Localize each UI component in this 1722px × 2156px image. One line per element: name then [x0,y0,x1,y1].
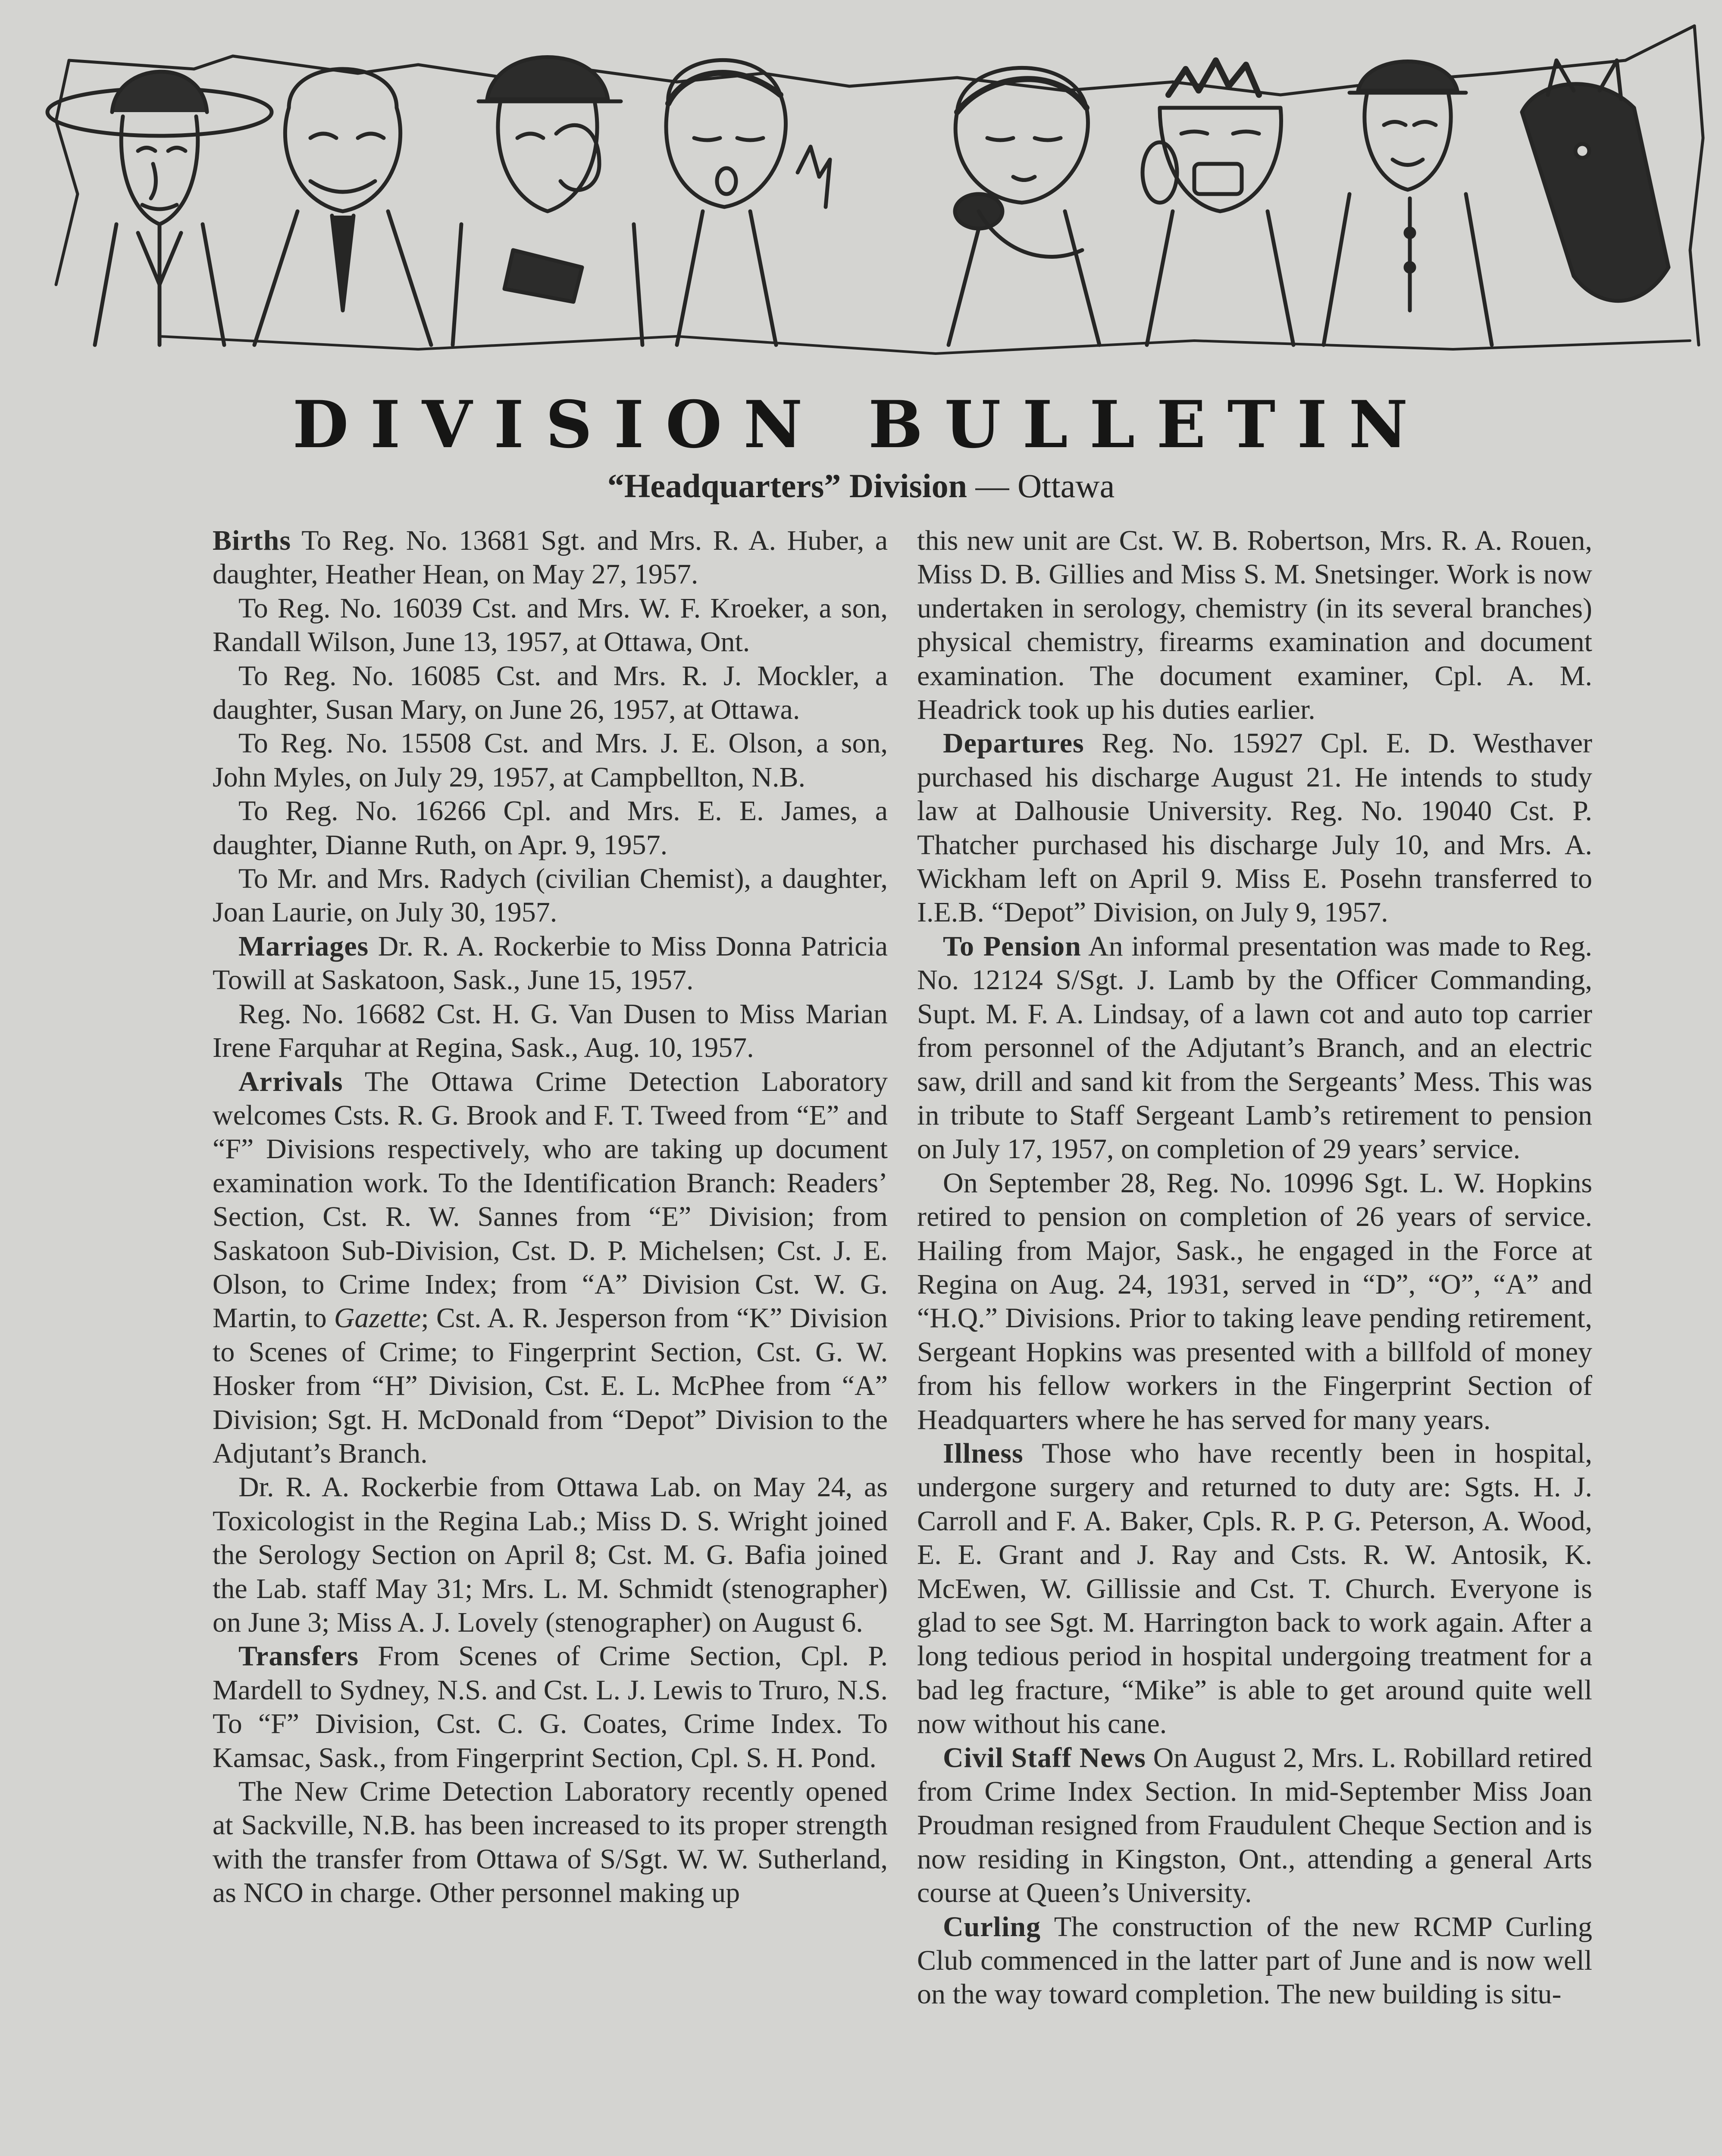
pension-paragraph: To Pension An informal presentation was made to Reg. No. 12124 S/Sgt. J. Lamb by the Officer Commanding, Supt. M. F. A. Lindsay, of a lawn cot and auto top carrier from personnel of the Adjutant’s Branch, and an electric saw, drill and sand kit from the Sergeants’ Mess. This was in tribute to Staff Sergeant Lamb’s retirement to pension on July 17, 1957, on completion of 29 years’ service. [917,930,1592,1165]
civil-staff-heading: Civil Staff News [943,1742,1146,1774]
pension-entry: On September 28, Reg. No. 10996 Sgt. L. W. Hopkins retired to pension on completion of 26 years of service. Hailing from Major, Sask., he engaged in the Force at Regina on Aug. 24, 1931, served in “D”, “O”, “A” and “H.Q.” Divisions. Prior to taking leave pending retirement, Sergeant Hopkins was presented with a billfold of money from his fellow workers in the Fingerprint Section of Headquarters where he has served for many years. [917,1167,1592,1435]
left-column [213,524,888,1910]
births-heading: Births [213,525,291,556]
laboratory-continued: this new unit are Cst. W. B. Robertson, Mrs. R. A. Rouen, Miss D. B. Gillies and Miss S. M. Snetsinger. Work is now undertaken in serology, chemistry (in its several branches) physical chemistry, firearms examination and document examination. The document examiner, Cpl. A. M. Headrick took up his duties earlier. [917,525,1592,726]
arrivals-paragraph: Arrivals The Ottawa Crime Detection Laboratory welcomes Csts. R. G. Brook and F. T. Tweed from “E” and “F” Divisions respectively, who are taking up document examination work. To the Identification Branch: Readers’ Section, Cst. R. W. Sannes from “E” Division; from Saskatoon Sub-Division, Cst. D. P. Michelsen; Cst. J. E. Olson, to Crime Index; from “A” Division Cst. W. G. Martin, to Gazette; Cst. A. R. Jesperson from “K” Division to Scenes of Crime; to Fingerprint Section, Cst. G. W. Hosker from “H” Division, Cst. E. L. McPhee from “A” Division; Sgt. H. McDonald from “Depot” Division to the Adjutant’s Branch. [213,1065,888,1469]
division-heading [0,466,1722,506]
birth-entry: To Reg. No. 16039 Cst. and Mrs. W. F. Kroeker, a son, Randall Wilson, June 13, 1957, at Ottawa, Ont. [213,592,888,658]
right-column [917,524,1592,2012]
caricature-banner-illustration [30,9,1705,371]
banner-drawing [30,9,1705,371]
gazette-italic: Gazette [334,1302,421,1334]
laboratory-paragraph: The New Crime Detection Laboratory recently opened at Sackville, N.B. has been increased to its proper strength with the transfer from Ottawa of S/Sgt. W. W. Sutherland, as NCO in charge. Other personnel making up [213,1776,888,1909]
transfers-paragraph: Transfers From Scenes of Crime Section, Cpl. P. Mardell to Sydney, N.S. and Cst. L. J. Lewis to Truro, N.S. To “F” Division, Cst. C. G. Coates, Crime Index. To Kamsac, Sask., from Fingerprint Section, Cpl. S. H. Pond. [213,1640,888,1774]
heading-dash: — [975,467,1009,505]
curling-paragraph: Curling The construction of the new RCMP Curling Club commenced in the latter part of June and is now well on the way toward completion. The new building is situ- [917,1911,1592,2010]
birth-entry: To Reg. No. 15508 Cst. and Mrs. J. E. Olson, a son, John Myles, on July 29, 1957, at Campbellton, N.B. [213,727,888,793]
transfers-heading: Transfers [238,1640,359,1672]
pension-heading: To Pension [943,930,1081,962]
arrivals-entry: Dr. R. A. Rockerbie from Ottawa Lab. on May 24, as Toxicologist in the Regina Lab.; Miss D. S. Wright joined the Serology Section on April 8; Cst. M. G. Bafia joined the Lab. staff May 31; Mrs. L. M. Schmidt (stenographer) on June 3; Miss A. J. Lovely (stenographer) on August 6. [213,1471,888,1638]
curling-heading: Curling [943,1911,1041,1943]
marriages-paragraph: Marriages Dr. R. A. Rockerbie to Miss Donna Patricia Towill at Saskatoon, Sask., June 15, 1957. [213,930,888,996]
births-paragraph: Births To Reg. No. 13681 Sgt. and Mrs. R. A. Huber, a daughter, Heather Hean, on May 27, 1957. [213,525,888,590]
marriages-heading: Marriages [238,930,369,962]
division-city: Ottawa [1017,467,1115,505]
departures-paragraph: Departures Reg. No. 15927 Cpl. E. D. Westhaver purchased his discharge August 21. He intends to study law at Dalhousie University. Reg. No. 19040 Cst. P. Thatcher purchased his discharge July 10, and Mrs. A. Wickham left on April 9. Miss E. Posehn transferred to I.E.B. “Depot” Division, on July 9, 1957. [917,727,1592,928]
birth-entry: To Reg. No. 16266 Cpl. and Mrs. E. E. James, a daughter, Dianne Ruth, on Apr. 9, 1957. [213,795,888,861]
birth-entry: To Reg. No. 16085 Cst. and Mrs. R. J. Mockler, a daughter, Susan Mary, on June 26, 1957, at Ottawa. [213,660,888,726]
arrivals-heading: Arrivals [238,1065,343,1097]
departures-heading: Departures [943,727,1084,759]
marriage-entry: Reg. No. 16682 Cst. H. G. Van Dusen to Miss Marian Irene Farquhar at Regina, Sask., Aug. 10, 1957. [213,998,888,1064]
division-name: “Headquarters” Division [607,467,967,505]
bulletin-title: DIVISION BULLETIN [292,387,1430,463]
civil-staff-paragraph: Civil Staff News On August 2, Mrs. L. Robillard retired from Crime Index Section. In mid-September Miss Joan Proudman resigned from Fraudulent Cheque Section and is now residing in Kingston, Ont., attending a general Arts course at Queen’s University. [917,1742,1592,1909]
illness-paragraph: Illness Those who have recently been in hospital, undergone surgery and returned to duty are: Sgts. H. J. Carroll and F. A. Baker, Cpls. R. P. G. Peterson, A. Wood, E. E. Grant and J. Ray and Csts. R. W. Antosik, K. McEwen, W. Gillissie and Cst. T. Church. Everyone is glad to see Sgt. M. Harrington back to work again. After a long tedious period in hospital undergoing treatment for a bad leg fracture, “Mike” is able to get around quite well now without his cane. [917,1437,1592,1740]
birth-entry: To Mr. and Mrs. Radych (civilian Chemist), a daughter, Joan Laurie, on July 30, 1957. [213,863,888,928]
illness-heading: Illness [943,1437,1024,1469]
